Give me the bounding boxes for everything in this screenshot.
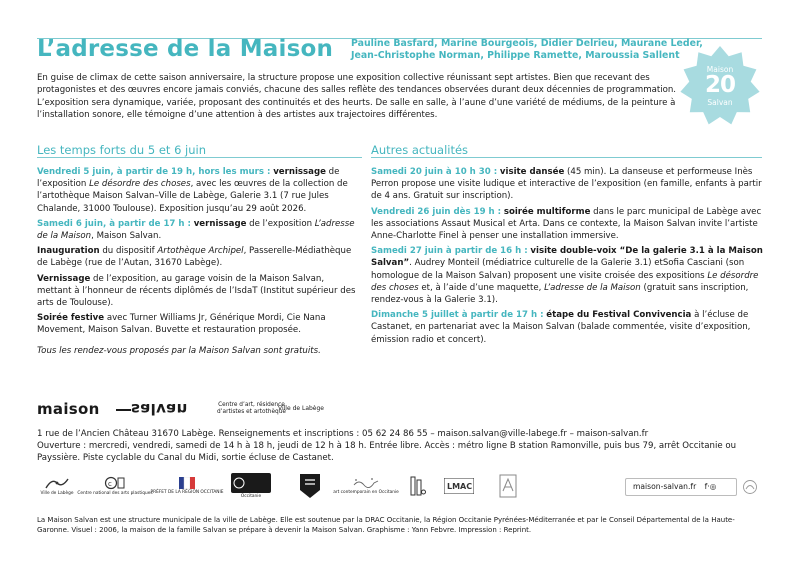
svg-text:c: c: [108, 480, 112, 488]
event-item: Samedi 20 juin à 10 h 30 : visite dansée (45 min). La danseuse et performeuse Inès Perron propose une visite ludique et interactive de l’exposition (en famille, enfants à partir de 4 ans. Gratuit sur inscription).: [371, 167, 762, 202]
event-item: Inauguration du dispositif Artothèque Archipel, Passerelle-Médiathèque de Labège (rue de l’Autan, 31670 Labège).: [37, 246, 352, 269]
exhibition-title: L’adresse de la Maison: [37, 36, 334, 62]
anniversary-badge: [678, 44, 762, 128]
free-events-note: Tous les rendez-vous proposés par la Maison Salvan sont gratuits.: [37, 345, 321, 356]
logo-subtitle: Centre d’art, résidence d’artistes et artothèque: [217, 402, 286, 415]
maison-salvan-logo: [37, 400, 337, 424]
badge-top-text: Maison: [706, 65, 734, 74]
graphic-designer-signature-icon: [742, 479, 758, 495]
event-item: Soirée festive avec Turner Williams Jr, Générique Mordi, Cie Nana Movement, Maison Salvan. Buvette et restauration proposée.: [37, 313, 326, 336]
partner-logo: art contemporain en Occitanie: [343, 472, 389, 500]
footer-credits: La Maison Salvan est une structure municipale de la ville de Labège. Elle est soutenue par la DRAC Occitanie, la Région Occitanie Pyrénées-Méditerranée et par le Conseil Départemental de la Haute-Garonne. Visuel : 2006, la maison de la famille Salvan se prépare à devenir la Maison Salvan. Graphisme : Yann Febvre. Impression : Reprint.: [37, 516, 735, 535]
lmac-logo-icon: [444, 478, 474, 494]
right-column: [371, 166, 763, 349]
logo-ville-de-labege: Ville de Labège: [278, 405, 324, 412]
artists-line-1: Pauline Basfard, Marine Bourgeois, Didier Delrieu, Maurane Leder,: [351, 38, 703, 49]
badge-bottom-text: Salvan: [707, 98, 733, 107]
partner-logo: Ville de Labège: [37, 472, 77, 500]
haute-garonne-logo-icon: [300, 474, 320, 498]
artists-list: [351, 38, 703, 62]
event-item: Dimanche 5 juillet à partir de 17 h : étape du Festival Convivencia à l’écluse de Castanet, en partenariat avec la Maison Salvan (balade commentée, visite d’exposition, émission radio et concert).: [371, 310, 751, 345]
partner-logo: [497, 472, 519, 500]
event-item: Vendredi 26 juin dès 19 h : soirée multiforme dans le parc municipal de Labège avec les associations Assaut Musical et Arta. Dans ce contexte, la Maison Salvan invite l’artiste Anne-Charlotte Finel à penser une installation immersive.: [371, 206, 762, 242]
logo-maison-word: maison: [37, 400, 100, 418]
partner-emblem-icon: [499, 474, 517, 498]
partner-logo: [297, 472, 323, 500]
ville-de-labege-logo-icon: [44, 476, 70, 490]
website-badge[interactable]: [625, 478, 737, 496]
partner-mark-icon: [410, 474, 426, 498]
arts-contemporains-occitanie-logo-icon: [352, 477, 380, 489]
contact-hours: Ouverture : mercredi, vendredi, samedi de 14 h à 18 h, jeudi de 12 h à 18 h. Entrée libre. Accès : métro ligne B station Ramonville, puis bus 79, arrêt Occitanie ou Payssière. Piste cyclable du Canal du Midi, sortie écluse de Castanet.: [37, 441, 737, 464]
cnap-logo-icon: [104, 476, 126, 490]
event-item: Samedi 27 juin à partir de 16 h : visite double-voix “De la galerie 3.1 à la Maison Salvan”. Audrey Monteil (médiatrice culturelle de la Galerie 3.1) etSofia Casciani (son homologue de la Maison Salvan) proposent une visite croisée des expositions Le désordre des choses et, à l’aide d’une maquette, L’adresse de la Maison (gratuit sans inscription, rendez-vous à la Galerie 3.1).: [371, 246, 763, 306]
partner-logo: [407, 472, 429, 500]
partner-logo: c Centre national des arts plastiques: [93, 472, 137, 500]
event-item: Samedi 6 juin, à partir de 17 h : vernissage de l’exposition L’adresse de la Maison, Maison Salvan.: [37, 218, 355, 242]
right-section-heading: Autres actualités: [371, 143, 469, 157]
website-url[interactable]: maison-salvan.fr: [633, 482, 697, 491]
left-section-heading: Les temps forts du 5 et 6 juin: [37, 143, 207, 157]
right-section-rule: [371, 157, 762, 158]
left-section-rule: [37, 157, 362, 158]
event-item: Vernissage de l’exposition, au garage voisin de la Maison Salvan, mettant à l’honneur de récents diplômés de l’IsdaT (Institut supérieur des arts de Toulouse).: [37, 273, 356, 309]
partner-logo: Occitanie: [229, 472, 273, 500]
social-icons[interactable]: f·◎: [704, 482, 717, 491]
logo-salvan-word: salvan: [131, 400, 188, 418]
contact-address: 1 rue de l’Ancien Château 31670 Labège. Renseignements et inscriptions : 05 62 24 86 55 – maison.salvan@ville-labege.fr – maison-salvan.fr: [37, 429, 649, 439]
partner-logos: [37, 472, 567, 502]
left-column: [37, 166, 357, 360]
svg-text:LMAC: LMAC: [447, 481, 473, 491]
event-item: Vendredi 5 juin, à partir de 19 h, hors les murs : vernissage de l’exposition Le désordre des choses, avec les œuvres de la collection de l’artothèque Maison Salvan–Ville de Labège, Galerie 3.1 (7 rue Jules Chalande, 31000 Toulouse). Exposition jusqu’au 29 août 2026.: [37, 167, 348, 214]
prefet-region-occitanie-logo-icon: [179, 477, 195, 489]
region-occitanie-logo-icon: [231, 473, 271, 493]
logo-dash: [116, 409, 131, 411]
badge-number: 20: [704, 72, 735, 98]
artists-line-2: Jean-Christophe Norman, Philippe Ramette, Maroussia Sallent: [351, 50, 680, 61]
partner-logo: PRÉFET DE LA RÉGION OCCITANIE: [167, 472, 207, 500]
intro-paragraph: En guise de climax de cette saison anniversaire, la structure propose une exposition collective réunissant sept artistes. Bien que recevant des protagonistes et des œuvres encore jamais conviés, chacune des salles reflète des tendances observées durant deux décennies de programmation. L’exposition sera dynamique, variée, proposant des continuités et des heurts. De salle en salle, à l’aune d’une variété de médiums, de la peinture à l’installation sonore, elle témoigne d’une attention à des artistes aux trajectoires différentes.: [37, 73, 677, 120]
partner-logo: [442, 472, 476, 500]
contact-info: [37, 428, 757, 465]
